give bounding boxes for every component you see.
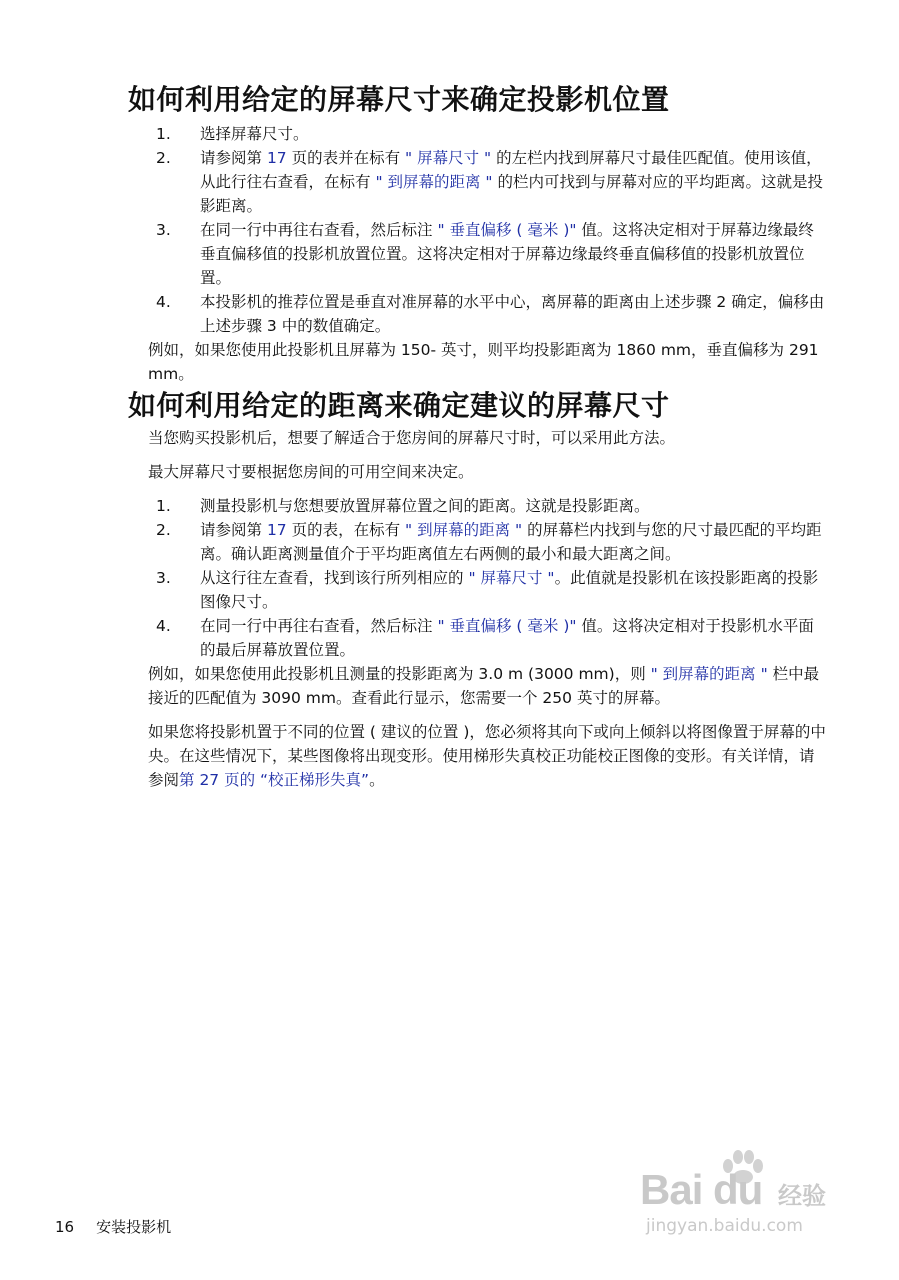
column-link[interactable]: " 到屏幕的距离 "	[375, 173, 493, 191]
column-link[interactable]: " 垂直偏移 ( 毫米 )"	[437, 221, 577, 239]
list-item: 2. 请参阅第 17 页的表并在标有 " 屏幕尺寸 " 的左栏内找到屏幕尺寸最佳匹配值。使用该值，从此行往右查看，在标有 " 到屏幕的距离 " 的栏内可找到与屏幕对应的平均距离。这就是投影距离。	[156, 149, 823, 215]
list-item: 4. 本投影机的推荐位置是垂直对准屏幕的水平中心，离屏幕的距离由上述步骤 2 确定，偏移由上述步骤 3 中的数值确定。	[156, 293, 825, 335]
page-content	[128, 80, 828, 792]
baidu-watermark	[640, 1150, 845, 1240]
section2-note: 如果您将投影机置于不同的位置 ( 建议的位置 )，您必须将其向下或向上倾斜以将图像置于屏幕的中央。在这些情况下，某些图像将出现变形。使用梯形失真校正功能校正图像的变形。有关详情，请参阅第 27 页的 “校正梯形失真”。	[148, 723, 826, 789]
page-number: 16	[55, 1218, 75, 1236]
list-item: 1. 选择屏幕尺寸。	[156, 125, 309, 143]
page-link[interactable]: 17	[266, 149, 287, 167]
section2-title: 如何利用给定的距离来确定建议的屏幕尺寸	[128, 389, 670, 422]
page-footer	[55, 1216, 171, 1237]
column-link[interactable]: " 到屏幕的距离 "	[405, 521, 523, 539]
column-link[interactable]: " 到屏幕的距离 "	[650, 665, 768, 683]
watermark-brand: Bai du	[640, 1166, 763, 1213]
column-link[interactable]: " 屏幕尺寸 "	[468, 569, 555, 587]
section2-intro-1: 当您购买投影机后，想要了解适合于您房间的屏幕尺寸时，可以采用此方法。	[148, 429, 676, 447]
column-link[interactable]: " 屏幕尺寸 "	[405, 149, 492, 167]
section1-title: 如何利用给定的屏幕尺寸来确定投影机位置	[128, 83, 670, 116]
list-item: 2. 请参阅第 17 页的表，在标有 " 到屏幕的距离 " 的屏幕栏内找到与您的尺寸最匹配的平均距离。确认距离测量值介于平均距离值左右两侧的最小和最大距离之间。	[156, 521, 822, 563]
page-link[interactable]: 17	[266, 521, 287, 539]
list-item: 3. 从这行往左查看，找到该行所列相应的 " 屏幕尺寸 "。此值就是投影机在该投影距离的投影图像尺寸。	[156, 569, 819, 611]
section2-example: 例如，如果您使用此投影机且测量的投影距离为 3.0 m (3000 mm)，则 " 到屏幕的距离 " 栏中最接近的匹配值为 3090 mm。查看此行显示，您需要一个 250 英寸的屏幕。	[148, 665, 820, 707]
section2-steps	[128, 494, 828, 662]
list-item: 1. 测量投影机与您想要放置屏幕位置之间的距离。这就是投影距离。	[156, 497, 650, 515]
watermark-jingyan: 经验	[778, 1182, 826, 1210]
section2-intro-2: 最大屏幕尺寸要根据您房间的可用空间来决定。	[148, 463, 474, 481]
section1-example: 例如，如果您使用此投影机且屏幕为 150- 英寸，则平均投影距离为 1860 mm，垂直偏移为 291 mm。	[148, 341, 819, 383]
list-item: 4. 在同一行中再往右查看，然后标注 " 垂直偏移 ( 毫米 )" 值。这将决定相对于投影机水平面的最后屏幕放置位置。	[156, 617, 814, 659]
list-item: 3. 在同一行中再往右查看，然后标注 " 垂直偏移 ( 毫米 )" 值。这将决定相对于屏幕边缘最终垂直偏移值的投影机放置位置。这将决定相对于屏幕边缘最终垂直偏移值的投影机放置位置。	[156, 221, 814, 287]
keystone-link[interactable]: 第 27 页的 “校正梯形失真”	[179, 771, 370, 789]
watermark-url: jingyan.baidu.com	[646, 1216, 803, 1236]
chapter-title: 安装投影机	[96, 1218, 172, 1236]
column-link[interactable]: " 垂直偏移 ( 毫米 )"	[437, 617, 577, 635]
section1-steps	[128, 122, 828, 338]
